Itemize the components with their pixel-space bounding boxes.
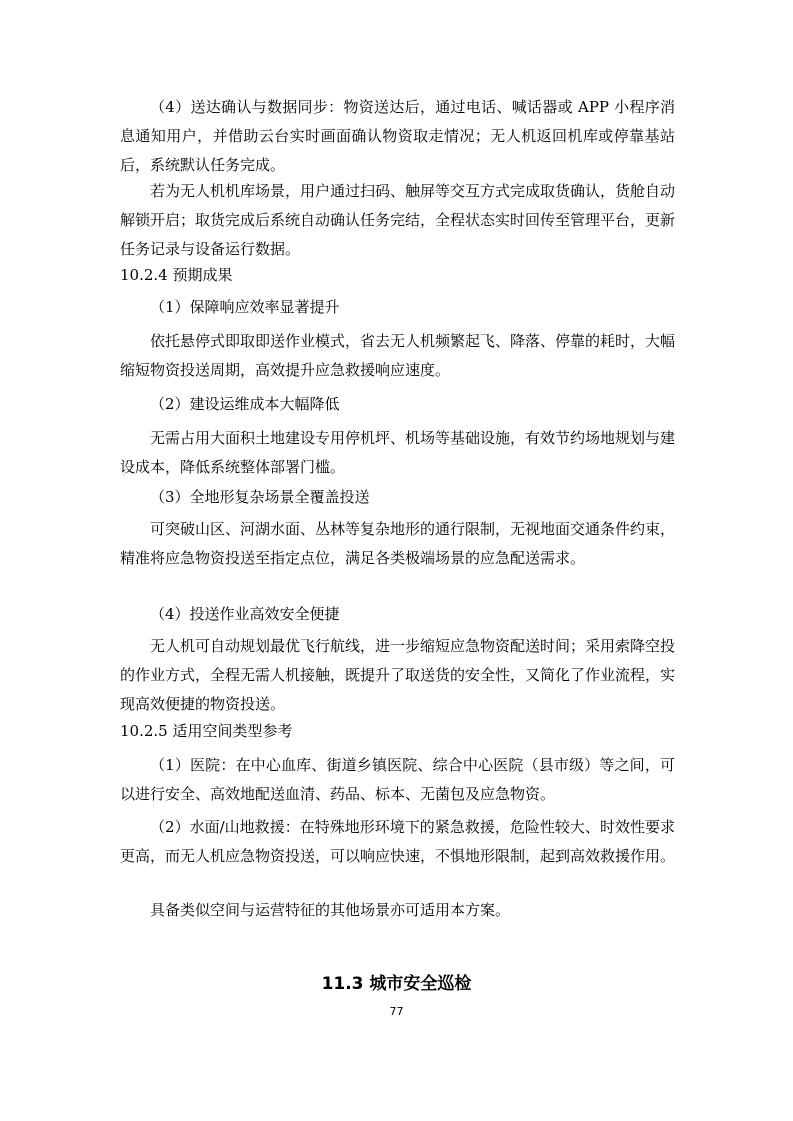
heading-10-2-5: 10.2.5 适用空间类型参考 bbox=[120, 722, 293, 740]
paragraph-cost-reduction: 无需占用大面积土地建设专用停机坪、机场等基础设施，有效节约场地规划与建设成本，降低系统整体部署门槛。 bbox=[120, 429, 676, 476]
subheading-all-terrain: （3）全地形复杂场景全覆盖投送 bbox=[150, 488, 370, 506]
paragraph-response-efficiency: 依托悬停式即取即送作业模式，省去无人机频繁起飞、降落、停靠的耗时，大幅缩短物资投送周期，高效提升应急救援响应速度。 bbox=[120, 332, 676, 379]
section-title: 11.3 城市安全巡检 bbox=[321, 974, 472, 994]
subheading-safe-efficient: （4）投送作业高效安全便捷 bbox=[150, 605, 340, 623]
paragraph-water-mountain-rescue: （2）水面/山地救援：在特殊地形环境下的紧急救援，危险性较大、时效性要求更高，而无人机应急物资投送，可以响应快速，不惧地形限制，起到高效救援作用。 bbox=[120, 818, 676, 865]
paragraph-hospital: （1）医院：在中心血库、街道乡镇医院、综合中心医院（县市级）等之间，可以进行安全、高效地配送血清、药品、标本、无菌包及应急物资。 bbox=[120, 756, 675, 803]
page-number: 77 bbox=[389, 1005, 404, 1018]
paragraph-all-terrain: 可突破山区、河湖水面、丛林等复杂地形的通行限制，无视地面交通条件约束，精准将应急物资投送至指定点位，满足各类极端场景的应急配送需求。 bbox=[120, 520, 676, 567]
paragraph-safe-efficient: 无人机可自动规划最优飞行航线，进一步缩短应急物资配送时间；采用索降空投的作业方式，全程无需人机接触，既提升了取送货的安全性，又简化了作业流程，实现高效便捷的物资投送。 bbox=[120, 637, 676, 713]
subheading-cost-reduction: （2）建设运维成本大幅降低 bbox=[150, 395, 340, 413]
paragraph-other-scenarios: 具备类似空间与运营特征的其他场景亦可适用本方案。 bbox=[150, 901, 511, 919]
subheading-response-efficiency: （1）保障响应效率显著提升 bbox=[150, 298, 340, 316]
paragraph-hangar-scenario: 若为无人机机库场景，用户通过扫码、触屏等交互方式完成取货确认，货舱自动解锁开启；取货完成后系统自动确认任务完结，全程状态实时回传至管理平台，更新任务记录与设备运行数据。 bbox=[120, 182, 676, 258]
paragraph-delivery-confirmation: （4）送达确认与数据同步：物资送达后，通过电话、喊话器或 APP 小程序消息通知用户，并借助云台实时画面确认物资取走情况；无人机返回机库或停靠基站后，系统默认任务完成。 bbox=[120, 98, 675, 174]
heading-10-2-4: 10.2.4 预期成果 bbox=[120, 266, 233, 284]
